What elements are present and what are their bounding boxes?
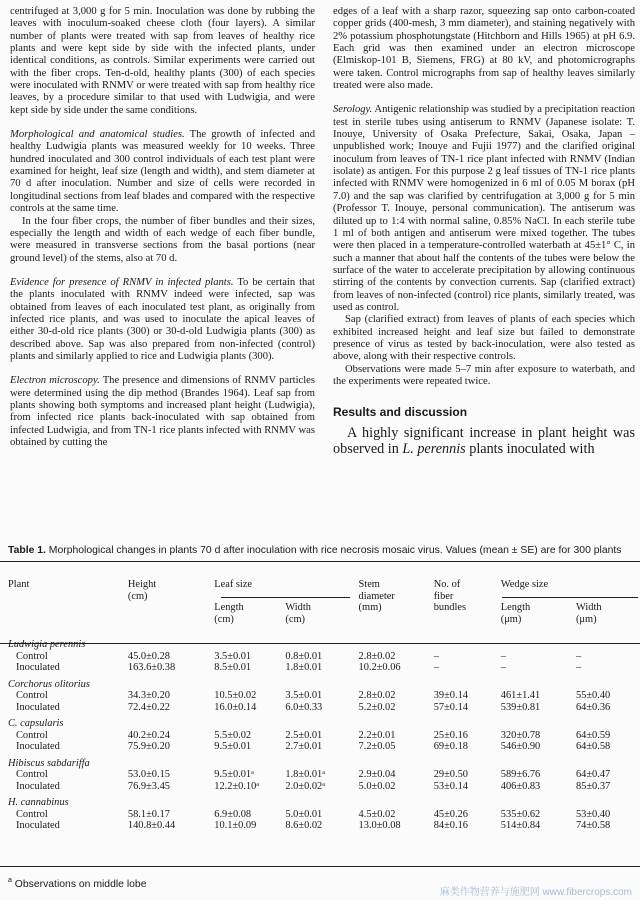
table-cell: 74±0.58 bbox=[575, 820, 611, 831]
table-cell: 10.5±0.02 bbox=[214, 690, 257, 701]
results-heading: Results and discussion bbox=[333, 405, 468, 420]
table-cell: 0.8±0.01 bbox=[285, 650, 323, 662]
table-cell: 64±0.58 bbox=[575, 741, 611, 752]
species-row bbox=[8, 713, 638, 730]
em-continued-paragraph: edges of a leaf with a sharp razor, squeezing sap onto carbon-coated copper grids (400-mesh, 3 mm diameter), and staining negatively with 2% potassium phosphotungstate (Hitchborn and Hills 1965) at pH 6.9. Each grid was then examined under an electron microscope (Elmiskop-101 B, Siemens, FRG) at 80 kV, and photomicrographs were taken. Control micrographs from sap of healthy leaves similarly treated were also made. bbox=[333, 6, 635, 92]
row-label: Inoculated bbox=[16, 820, 60, 831]
species-name: C. capsularis bbox=[8, 718, 64, 729]
table-cell: 2.0±0.02ᵃ bbox=[285, 780, 326, 792]
results-paragraph bbox=[333, 425, 635, 458]
results-text-a: A highly significant increase in plant height was observed in bbox=[333, 424, 635, 458]
table-cell: 5.0±0.02 bbox=[358, 780, 396, 792]
table-cell: 4.5±0.02 bbox=[358, 808, 396, 820]
table-row bbox=[8, 651, 638, 663]
table-cell: 53±0.40 bbox=[575, 808, 611, 820]
header-fiber-1: No. of bbox=[433, 579, 461, 590]
table-cell: 7.2±0.05 bbox=[358, 741, 396, 752]
table-cell: 2.7±0.01 bbox=[285, 741, 323, 752]
table-cell: 57±0.14 bbox=[433, 701, 468, 713]
table-cell: 5.5±0.02 bbox=[214, 729, 252, 741]
table-cell: 64±0.59 bbox=[575, 729, 611, 741]
header-fiber-2: fiber bbox=[433, 590, 454, 602]
header-wedge-length bbox=[501, 565, 576, 625]
table-cell: 75.9±0.20 bbox=[127, 741, 170, 752]
footnote-mark: a bbox=[8, 877, 12, 884]
table-cell: 16.0±0.14 bbox=[214, 701, 257, 713]
footnote-text: Observations on middle lobe bbox=[11, 879, 147, 890]
row-label: Control bbox=[16, 769, 48, 780]
fiber-crops-paragraph: In the four fiber crops, the number of fiber bundles and their sizes, especially the length and width of each wedge of each fiber bundle, were measured in transverse sections from the basal portions (near ground level) of the stems, also at 70 d. bbox=[10, 215, 315, 264]
species-row bbox=[8, 792, 638, 809]
table-cell: 3.5±0.01 bbox=[214, 650, 252, 662]
species-name: Hibiscus sabdariffa bbox=[8, 757, 90, 769]
table-cell: 5.0±0.01 bbox=[285, 808, 323, 820]
header-length-unit: (cm) bbox=[214, 613, 234, 625]
table-cell: 2.8±0.02 bbox=[358, 650, 396, 662]
morphology-table bbox=[8, 565, 638, 832]
table-cell: 45±0.26 bbox=[433, 808, 468, 820]
header-fiber-3: bundles bbox=[433, 602, 467, 613]
table-row bbox=[8, 781, 638, 793]
table-cell: 45.0±0.28 bbox=[127, 650, 170, 662]
header-wedge-width-unit: (μm) bbox=[575, 613, 597, 625]
table-cell: 85±0.37 bbox=[575, 780, 611, 792]
table-row bbox=[8, 662, 638, 674]
row-label: Control bbox=[16, 808, 48, 820]
table-row bbox=[8, 730, 638, 742]
header-leaf-size: Leaf size bbox=[214, 579, 253, 590]
table-caption-label: Table 1. bbox=[8, 545, 46, 556]
right-column bbox=[333, 6, 635, 458]
header-stem-label: Stem bbox=[358, 579, 380, 590]
header-wedge-length-unit: (μm) bbox=[500, 613, 522, 625]
table-cell: 163.6±0.38 bbox=[127, 662, 176, 673]
table-top-rule bbox=[0, 561, 640, 562]
electron-microscopy-text: The presence and dimensions of RNMV particles were determined using the dip method (Brandes 1964). Leaf sap from plants showing both symptoms and increased plant height (Ludwigia), from infected rice plants back-inoculated with sap obtained from infected Ludwigia, and from TN-1 rice plants infected with RNMV was obtained by cutting the bbox=[10, 375, 315, 448]
table-cell: 2.8±0.02 bbox=[358, 690, 396, 701]
table-cell: 13.0±0.08 bbox=[358, 820, 401, 831]
table-cell: 40.2±0.24 bbox=[127, 729, 170, 741]
morphological-text: The growth of infected and healthy Ludwigia plants was measured weekly for 10 weeks. Three hundred inoculated and 300 control individuals of each test plant were examined for height, leaf size (length and width), and stem diameter at 70 d after inoculation. Number and size of cells were recorded in longitudinal sections from leaf blades and compared with the respective controls at the same time. bbox=[10, 129, 315, 215]
table-cell: – bbox=[575, 662, 582, 673]
header-leaf-length bbox=[214, 565, 285, 625]
header-stem-label-2: diameter bbox=[358, 590, 395, 602]
table-cell: 84±0.16 bbox=[433, 820, 468, 831]
table-cell: – bbox=[575, 650, 582, 662]
row-label: Control bbox=[16, 650, 48, 662]
header-stem-unit: (mm) bbox=[358, 602, 382, 613]
header-height bbox=[128, 565, 214, 625]
table-cell: 539±0.81 bbox=[500, 701, 541, 713]
table-cell: 5.2±0.02 bbox=[358, 701, 396, 713]
table-cell: – bbox=[433, 662, 439, 673]
table-cell: 10.1±0.09 bbox=[214, 820, 257, 831]
header-wedge-size: Wedge size bbox=[500, 579, 549, 590]
row-label: Control bbox=[16, 690, 48, 701]
table-cell: 64±0.47 bbox=[575, 769, 611, 780]
header-length-label: Length bbox=[214, 602, 244, 613]
table-cell: 29±0.50 bbox=[433, 769, 468, 780]
table-cell: 8.6±0.02 bbox=[285, 820, 323, 831]
species-name: Ludwigia perennis bbox=[8, 639, 86, 650]
header-leaf-width bbox=[285, 565, 358, 625]
table-bottom-rule bbox=[0, 866, 640, 867]
header-plant: Plant bbox=[8, 579, 30, 590]
table-cell: 6.9±0.08 bbox=[214, 808, 252, 820]
table-row bbox=[8, 769, 638, 781]
table-cell: 34.3±0.20 bbox=[127, 690, 170, 701]
morphological-paragraph bbox=[10, 129, 315, 215]
header-height-unit: (cm) bbox=[127, 590, 148, 602]
species-row bbox=[8, 634, 638, 651]
observations-paragraph: Observations were made 5–7 min after exposure to waterbath, and the experiments were repeated twice. bbox=[333, 363, 635, 387]
table-cell: 2.2±0.01 bbox=[358, 729, 396, 741]
table-cell: 76.9±3.45 bbox=[127, 780, 170, 792]
table-row bbox=[8, 702, 638, 714]
header-width-unit: (cm) bbox=[285, 613, 305, 625]
species-name: H. cannabinus bbox=[8, 797, 69, 808]
header-wedge-width-label: Width bbox=[575, 602, 602, 613]
sap-paragraph: Sap (clarified extract) from leaves of plants of each species which exhibited increased height and leaf size but failed to demonstrate presence of virus as tested by back-inoculation, were also tested as above, along with their respective controls. bbox=[333, 314, 635, 363]
results-text-b: plants inoculated with bbox=[465, 441, 595, 458]
electron-microscopy-paragraph bbox=[10, 375, 315, 449]
header-height-label: Height bbox=[127, 579, 157, 590]
table-cell: 589±6.76 bbox=[500, 769, 541, 780]
species-row bbox=[8, 674, 638, 691]
evidence-paragraph bbox=[10, 277, 315, 363]
evidence-text: To be certain that the plants inoculated with RNMV indeed were infected, sap was obtained from leaves of each inoculated test plant, as originally from infected rice plants, and was used to inoculate the apical leaves of either 30-d-old rice plants (300) or 30-d-old Ludwigia plants (300) as described above. Sap was also prepared from non-infected (control) plants and similarly applied to rice and Ludwigia plants (300). bbox=[10, 276, 316, 362]
table-cell: 8.5±0.01 bbox=[214, 662, 252, 673]
table-cell: – bbox=[433, 650, 439, 662]
row-label: Inoculated bbox=[16, 741, 60, 752]
table-cell: 6.0±0.33 bbox=[285, 701, 323, 713]
table-body bbox=[8, 634, 638, 832]
header-fiber bbox=[434, 565, 501, 625]
header-width-label: Width bbox=[285, 602, 311, 613]
table-header-row bbox=[8, 565, 638, 625]
table-cell: 546±0.90 bbox=[500, 741, 541, 752]
species-row bbox=[8, 753, 638, 770]
table-cell: 406±0.83 bbox=[500, 780, 541, 792]
table-cell: 53.0±0.15 bbox=[127, 769, 170, 780]
table-cell: 2.5±0.01 bbox=[285, 729, 323, 741]
table-row bbox=[8, 690, 638, 702]
table-cell: 1.8±0.01 bbox=[285, 662, 323, 673]
row-label: Inoculated bbox=[16, 662, 60, 673]
table-cell: 1.8±0.01ᵃ bbox=[285, 769, 326, 780]
table-cell: 25±0.16 bbox=[433, 729, 468, 741]
table-row bbox=[8, 809, 638, 821]
table-cell: 53±0.14 bbox=[433, 780, 468, 792]
evidence-title: Evidence for presence of RNMV in infected plants. bbox=[10, 276, 234, 288]
table-cell: 320±0.78 bbox=[500, 729, 541, 741]
left-column bbox=[10, 6, 315, 449]
methods-paragraph-1: centrifuged at 3,000 g for 5 min. Inoculation was done by rubbing the leaves with inoculum-soaked cheese cloth (four layers). A similar number of plants were treated with sap from leaves of healthy rice plants and were kept side by side with the infected plants, under identical conditions, as controls. Similar experiments were carried out with the fiber crops. Ten-d-old, healthy plants (300) of each species were inoculated with RNMV or were treated with sap from healthy rice leaves, by a procedure similar to that used with Ludwigia, and were kept side by side under the same conditions. bbox=[10, 6, 315, 116]
species-name: Corchorus olitorius bbox=[8, 678, 90, 690]
table-caption bbox=[8, 545, 638, 556]
table-footnote bbox=[8, 879, 146, 890]
table-cell: 10.2±0.06 bbox=[358, 662, 401, 673]
table-cell: 9.5±0.01 bbox=[214, 741, 252, 752]
table-cell: 69±0.18 bbox=[433, 741, 468, 752]
serology-text: Antigenic relationship was studied by a precipitation reaction test in sterile tubes using antiserum to RNMV (Japanese isolate: T. Inouye, University of Osaka Prefecture, Sakai, Osaka, Japan – unpublished work; Inouye and Fujii 1977) and the clarified original inoculum from leaves of TN-1 rice plant infected with RNMV (Indian isolate) as antigen. For this purpose 2 g leaf tissues of TN-1 rice plants infected with RNMV were homogenized in 6 ml of 0.05 M borax (pH 7.0) and the sap was clarified by centrifugation at 3,000 g for 5 min (Professor T. Inouye, personal communication). The antiserum was diluted up to 1:4 with normal saline, 0.85% NaCl. In each sterile tube 1 ml of both antigen and antiserum were mixed together. The tubes were then placed in a temperature-controlled waterbath at 45±1° C, in such a manner that about half the contents of the tubes were below the surface of the water to accelerate precipitation by allowing continuous stirring of the contents by convection currents. Sap (clarified extract) from leaves of non-infected (control) rice plants, similarly treated, was used as control. bbox=[333, 104, 635, 313]
table-caption-text: Morphological changes in plants 70 d after inoculation with rice necrosis mosaic virus. Values (mean ± SE) are for 300 plants bbox=[45, 545, 622, 556]
table-cell: 461±1.41 bbox=[500, 690, 541, 701]
table-cell: 9.5±0.01ᵃ bbox=[214, 769, 254, 780]
results-species: L. perennis bbox=[402, 441, 466, 458]
row-label: Inoculated bbox=[16, 701, 60, 713]
table-cell: 535±0.62 bbox=[500, 808, 541, 820]
table-cell: 64±0.36 bbox=[575, 701, 611, 713]
header-stem bbox=[359, 565, 434, 625]
header-wedge-width bbox=[576, 565, 638, 625]
table-cell: – bbox=[500, 650, 506, 662]
serology-title: Serology. bbox=[333, 104, 373, 116]
table-cell: 140.8±0.44 bbox=[127, 820, 176, 831]
row-label: Control bbox=[16, 729, 48, 741]
table-cell: 12.2±0.10ᵃ bbox=[214, 780, 260, 792]
morphological-title: Morphological and anatomical studies. bbox=[10, 129, 185, 141]
header-wedge-length-label: Length bbox=[500, 602, 531, 613]
table-cell: 3.5±0.01 bbox=[285, 690, 323, 701]
table-cell: 58.1±0.17 bbox=[127, 808, 170, 820]
serology-paragraph bbox=[333, 104, 635, 314]
row-label: Inoculated bbox=[16, 780, 60, 792]
table-cell: 39±0.14 bbox=[433, 690, 468, 701]
table-cell: 72.4±0.22 bbox=[127, 701, 170, 713]
table-row bbox=[8, 741, 638, 753]
electron-microscopy-title: Electron microscopy. bbox=[10, 375, 100, 387]
table-cell: 2.9±0.04 bbox=[358, 769, 396, 780]
watermark: 麻类作物营养与施肥网 www.fibercrops.com bbox=[439, 887, 632, 898]
table-row bbox=[8, 820, 638, 832]
table-cell: 55±0.40 bbox=[575, 690, 611, 701]
table-cell: – bbox=[500, 662, 506, 673]
table-cell: 514±0.84 bbox=[500, 820, 541, 831]
